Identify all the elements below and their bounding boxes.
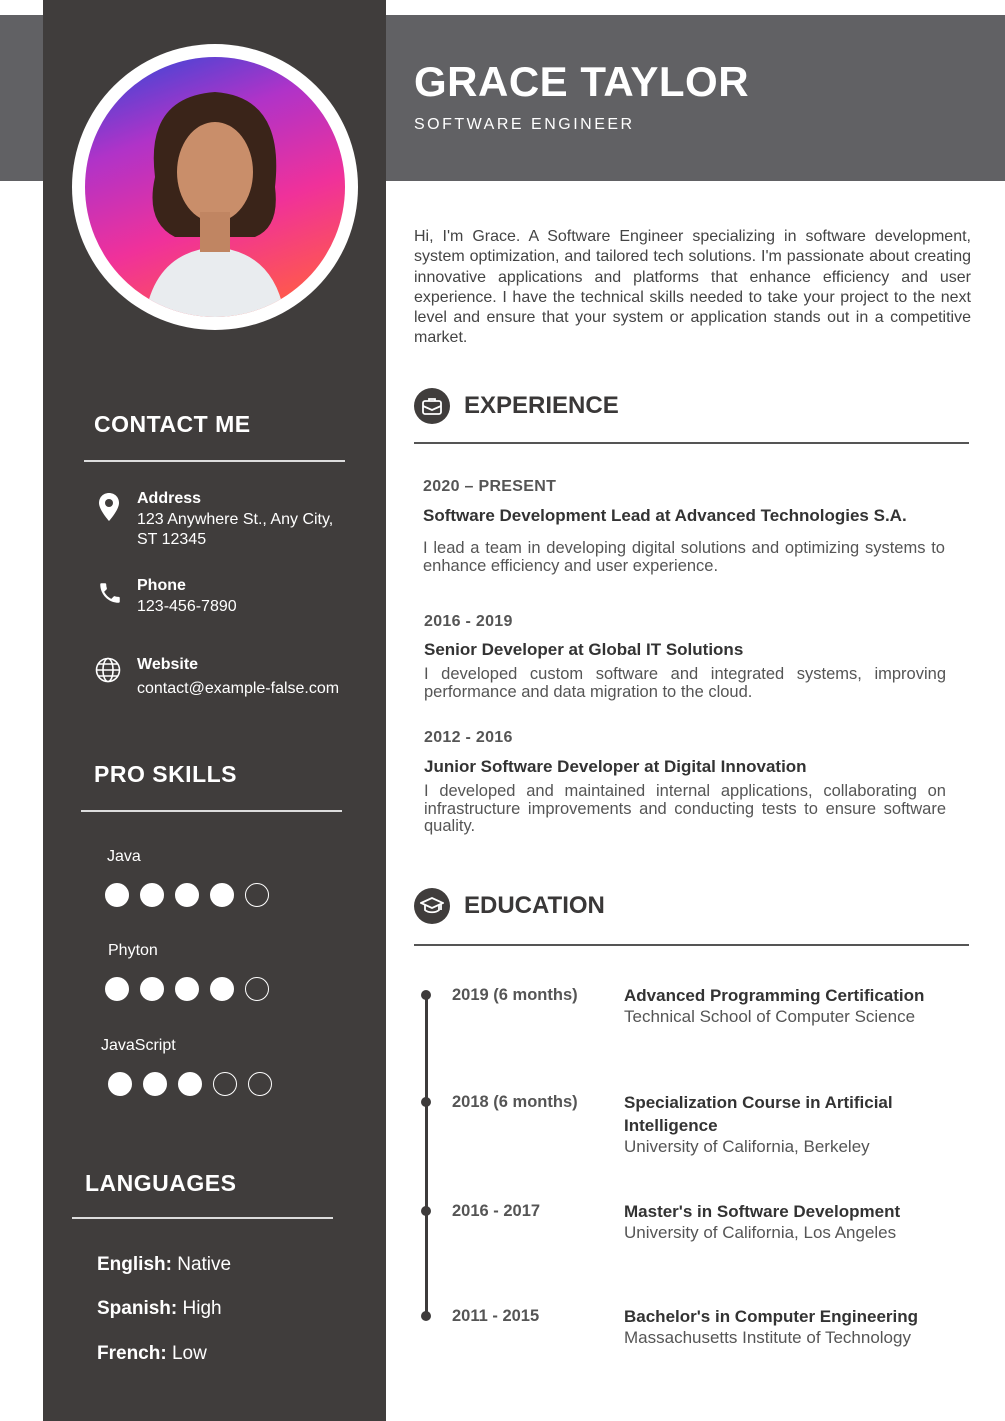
divider: [414, 944, 969, 946]
education-title: Advanced Programming Certification: [624, 986, 925, 1005]
location-pin-icon: [98, 492, 120, 528]
language-name: Spanish:: [97, 1298, 178, 1319]
education-entry: [624, 1091, 944, 1157]
experience-heading: EXPERIENCE: [464, 392, 619, 419]
skill-rating: [105, 883, 269, 907]
rating-dot-empty: [213, 1072, 237, 1096]
divider: [414, 442, 969, 444]
globe-icon: [95, 657, 121, 689]
education-title: Bachelor's in Computer Engineering: [624, 1307, 919, 1326]
language-level: Native: [177, 1254, 232, 1275]
education-years: 2016 - 2017: [452, 1202, 541, 1220]
education-entry: [624, 984, 944, 1027]
language-name: French:: [97, 1343, 167, 1364]
language-name: English:: [97, 1254, 172, 1275]
education-header: [414, 888, 605, 924]
rating-dot-filled: [105, 883, 129, 907]
education-years: 2019 (6 months): [452, 986, 578, 1004]
divider: [84, 460, 345, 462]
candidate-name: GRACE TAYLOR: [414, 58, 750, 105]
rating-dot-filled: [210, 883, 234, 907]
job-title: Junior Software Developer at Digital Innovation: [424, 757, 807, 776]
education-title: Master's in Software Development: [624, 1202, 901, 1221]
phone-icon: [97, 580, 123, 612]
candidate-role: SOFTWARE ENGINEER: [414, 116, 635, 133]
education-entry: [624, 1305, 944, 1348]
language-level: High: [182, 1298, 222, 1319]
timeline-dot: [421, 1311, 431, 1321]
graduation-cap-icon: [414, 888, 450, 924]
rating-dot-filled: [140, 977, 164, 1001]
language-french: [97, 1343, 207, 1365]
rating-dot-empty: [245, 977, 269, 1001]
skill-rating: [105, 977, 269, 1001]
rating-dot-empty: [248, 1072, 272, 1096]
education-heading: EDUCATION: [464, 892, 605, 919]
job-years: 2020 – PRESENT: [423, 478, 557, 495]
rating-dot-filled: [178, 1072, 202, 1096]
education-years: 2011 - 2015: [452, 1307, 540, 1325]
language-english: [97, 1254, 231, 1276]
education-years: 2018 (6 months): [452, 1093, 578, 1111]
skill-name: JavaScript: [101, 1037, 176, 1054]
rating-dot-filled: [175, 883, 199, 907]
timeline-dot: [421, 990, 431, 1000]
skill-name: Java: [107, 848, 141, 865]
rating-dot-filled: [140, 883, 164, 907]
profile-photo: [72, 44, 358, 330]
address-label: Address: [137, 490, 202, 507]
briefcase-icon: [414, 388, 450, 424]
portrait-illustration: [85, 57, 345, 317]
job-description: I developed custom software and integrated systems, improving performance and data migration to the cloud.: [424, 665, 946, 701]
website-value[interactable]: contact@example-false.com: [137, 680, 340, 697]
languages-heading: LANGUAGES: [85, 1170, 237, 1196]
contact-heading: CONTACT ME: [94, 411, 251, 437]
website-label: Website: [137, 656, 199, 673]
timeline-line: [425, 993, 428, 1319]
divider: [72, 1217, 333, 1219]
job-description: I developed and maintained internal applications, collaborating on infrastructure improvements and conducting tests to ensure software quality.: [424, 782, 946, 835]
language-spanish: [97, 1298, 222, 1320]
phone-label: Phone: [137, 577, 186, 594]
education-school: Massachusetts Institute of Technology: [624, 1328, 911, 1347]
education-school: Technical School of Computer Science: [624, 1007, 916, 1026]
job-title: Software Development Lead at Advanced Technologies S.A.: [423, 506, 907, 525]
experience-header: [414, 388, 619, 424]
rating-dot-filled: [210, 977, 234, 1001]
address-value: 123 Anywhere St., Any City, ST 12345: [137, 511, 334, 548]
phone-value: 123-456-7890: [137, 598, 237, 615]
rating-dot-filled: [143, 1072, 167, 1096]
education-title: Specialization Course in Artificial Intelligence: [624, 1093, 893, 1135]
job-years: 2012 - 2016: [424, 729, 513, 746]
job-years: 2016 - 2019: [424, 613, 513, 630]
timeline-dot: [421, 1097, 431, 1107]
about-text: Hi, I'm Grace. A Software Engineer specializing in software development, system optimization, and tailored tech solutions. I'm passionate about creating innovative applications and platforms that enhance efficiency and user experience. I have the technical skills needed to take your project to the next level and ensure that your system or application stands out in a competitive market.: [414, 228, 971, 347]
timeline-dot: [421, 1206, 431, 1216]
job-title: Senior Developer at Global IT Solutions: [424, 640, 744, 659]
skills-heading: PRO SKILLS: [94, 761, 238, 787]
rating-dot-filled: [175, 977, 199, 1001]
rating-dot-filled: [105, 977, 129, 1001]
skill-name: Phyton: [108, 942, 158, 959]
education-school: University of California, Berkeley: [624, 1137, 870, 1156]
education-entry: [624, 1200, 944, 1243]
education-school: University of California, Los Angeles: [624, 1223, 897, 1242]
divider: [81, 810, 342, 812]
skill-rating: [108, 1072, 272, 1096]
rating-dot-empty: [245, 883, 269, 907]
job-description: I lead a team in developing digital solutions and optimizing systems to enhance efficiency and user experience.: [423, 539, 945, 575]
language-level: Low: [171, 1343, 207, 1364]
rating-dot-filled: [108, 1072, 132, 1096]
